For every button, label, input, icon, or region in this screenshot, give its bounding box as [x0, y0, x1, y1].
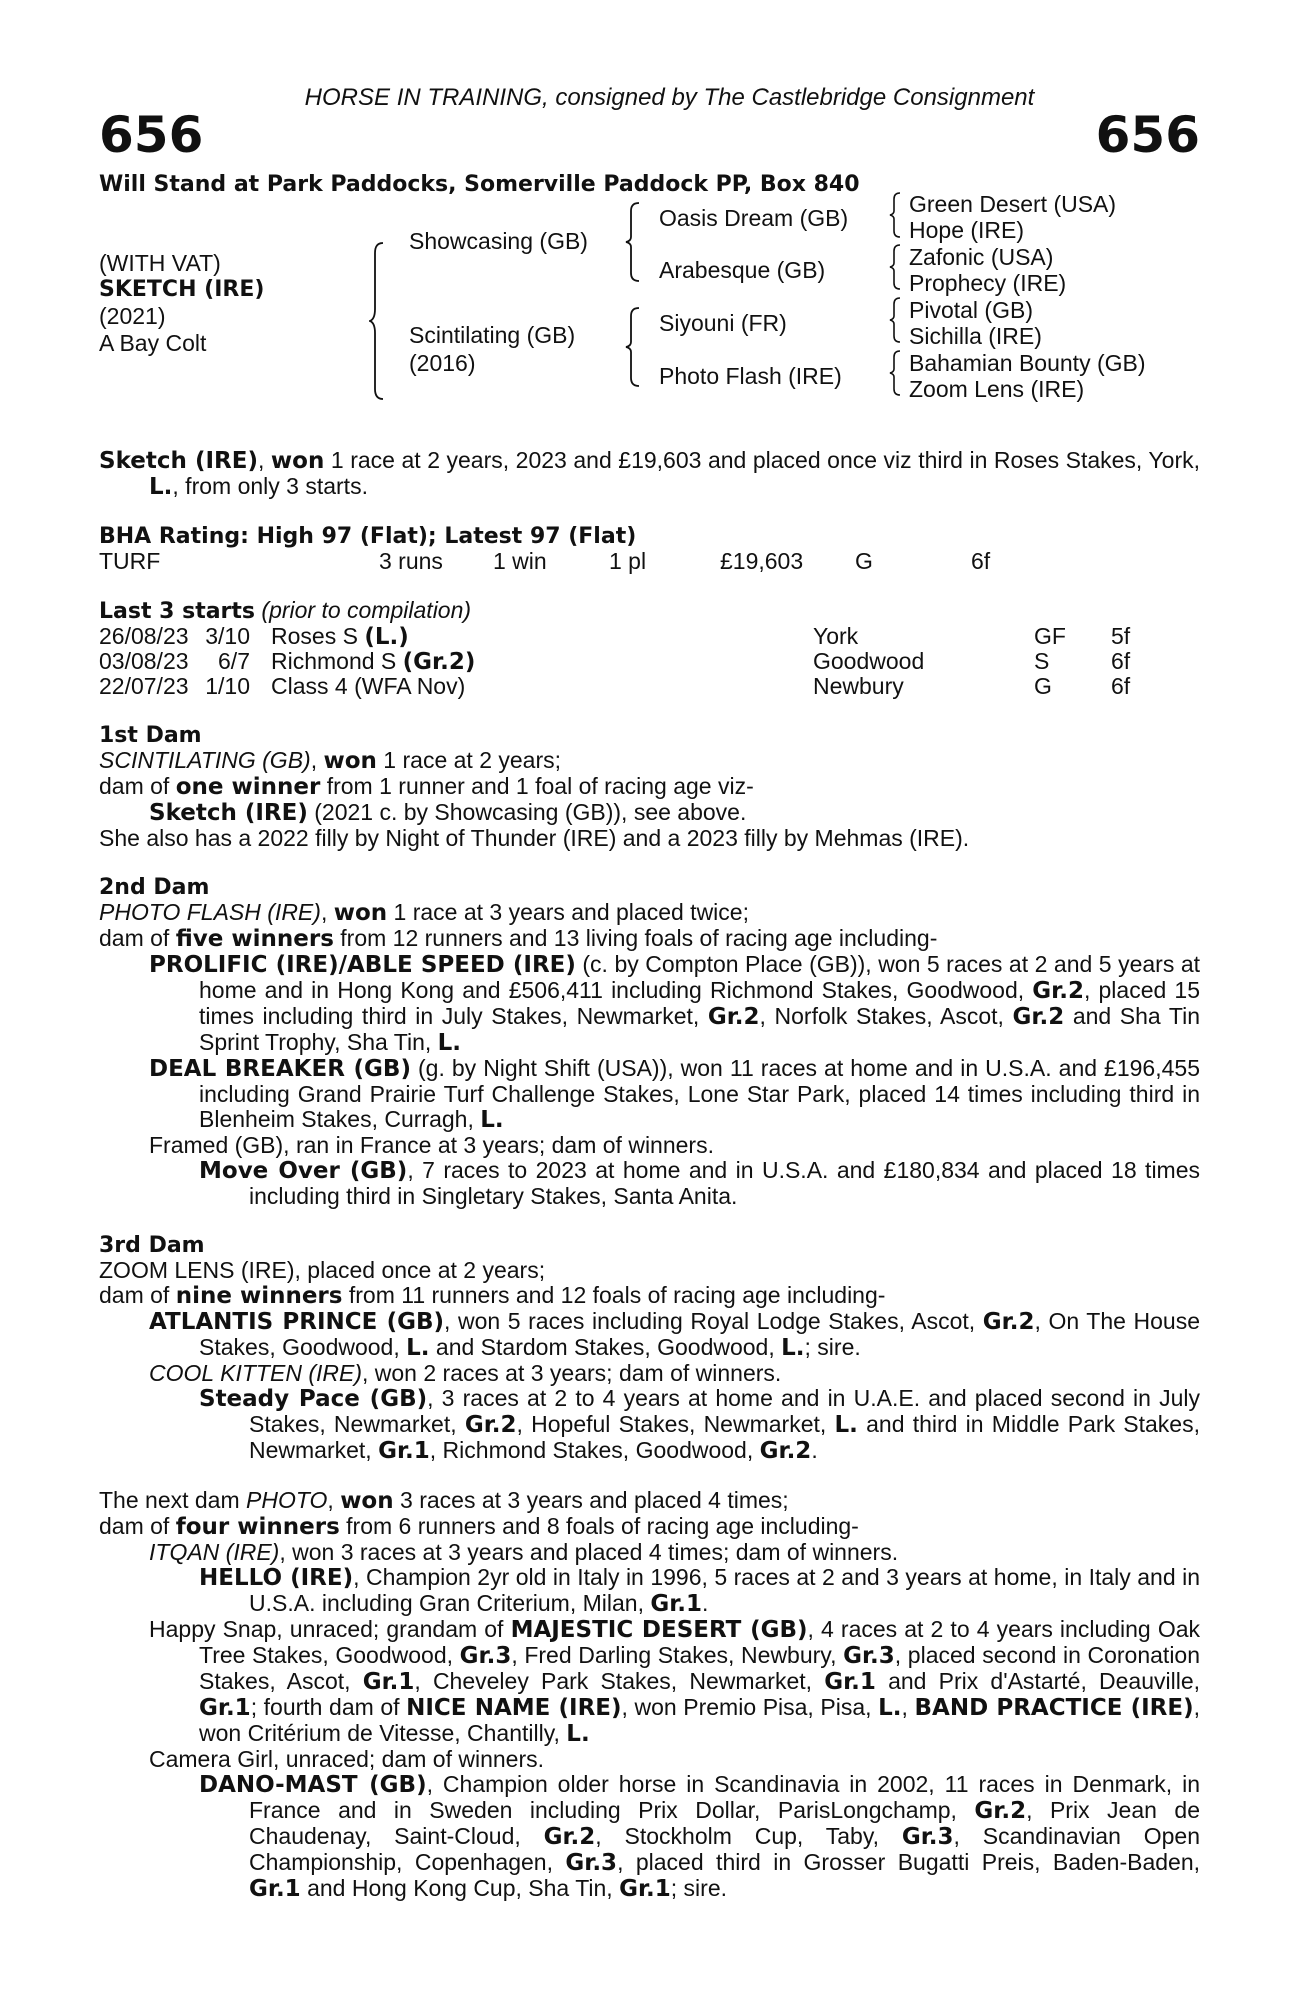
brace-ss — [889, 191, 903, 239]
brace-sd — [889, 243, 903, 291]
start-race: Class 4 (WFA Nov) — [271, 673, 466, 699]
gg-sss: Green Desert (USA) — [909, 191, 1117, 217]
summary-horse-name: Sketch (IRE) — [99, 448, 258, 474]
sire-sire: Oasis Dream (GB) — [659, 205, 849, 231]
start-course: Newbury — [813, 673, 904, 699]
horse-name: SKETCH (IRE) — [99, 277, 265, 302]
gg-ssd: Hope (IRE) — [909, 217, 1025, 243]
start-grade: (L.) — [364, 624, 409, 650]
last-starts-table — [99, 624, 1200, 699]
start-course: Goodwood — [813, 648, 925, 674]
brace-dd — [889, 349, 903, 397]
start-dist: 6f — [1111, 648, 1131, 674]
dam: Scintilating (GB) — [409, 322, 576, 348]
start-course: York — [813, 623, 859, 649]
third-dam-section: 3rd Dam ZOOM LENS (IRE), placed once at 2 years; dam of nine winners from 11 runners and 12 foals of racing age including- ATLANTIS PRINCE (GB), won 5 races including Royal Lodge Stakes, Ascot, Gr.2, On The House Stakes, Goodwood, L. and Stardom Stakes, Goodwood, L.; sire. COOL KITTEN (IRE), won 2 races at 3 years; dam of winners. Steady Pace (GB), 3 races at 2 to 4 years at home and in U.A.E. and placed second in July Stakes, Newmarket, Gr.2, Hopeful Stakes, Newmarket, L. and third in Middle Park Stakes, Newmarket, Gr.1, Richmond Stakes, Goodwood, Gr.2. — [99, 1233, 1201, 1464]
first-dam-section: 1st Dam SCINTILATING (GB), won 1 race at 2 years; dam of one winner from 1 runner and 1 foal of racing age viz- Sketch (IRE) (2021 c. by Showcasing (GB)), see above. She also has a 2022 filly by Night of Thunder (IRE) and a 2023 filly by Mehmas (IRE). — [99, 723, 970, 851]
turf-record: TURF 3 runs 1 win 1 pl £19,603 G 6f — [99, 548, 991, 574]
horse-year: (2021) — [99, 303, 166, 329]
start-grade: (Gr.2) — [402, 649, 476, 675]
pedigree-brace-main — [369, 241, 389, 401]
start-pos: 6/7 — [218, 648, 250, 674]
sire-dam: Arabesque (GB) — [659, 257, 826, 283]
lot-number-row — [99, 106, 1200, 170]
brace-dam — [625, 306, 643, 388]
gg-dsd: Sichilla (IRE) — [909, 323, 1042, 349]
brace-sire — [625, 201, 643, 283]
summary-won: won — [270, 448, 325, 474]
start-going: G — [1034, 673, 1052, 699]
rating-section — [99, 524, 1200, 574]
start-row — [99, 649, 1200, 674]
last-starts-section: Last 3 starts (prior to compilation) 26/08/23 3/10 Roses S (L.) York GF 5f 03/08/23 6/7 Richmond S (Gr.2) Goodwood S 6f 22/07/23 1/10 Class 4 (WFA Nov) Newbury G 6f — [99, 598, 1200, 699]
start-race: Richmond S (Gr.2) — [271, 648, 476, 675]
start-going: S — [1034, 648, 1050, 674]
dam-year: (2016) — [409, 350, 476, 376]
summary-text: 1 race at 2 years, 2023 and £19,603 and placed once viz third in Roses Stakes, York, — [324, 447, 1201, 473]
gg-dds: Bahamian Bounty (GB) — [909, 350, 1146, 376]
dam-sire: Siyouni (FR) — [659, 310, 787, 336]
pedigree-chart — [99, 191, 1200, 416]
brace-ds — [889, 296, 903, 344]
start-pos: 1/10 — [205, 673, 250, 699]
gg-ddd: Zoom Lens (IRE) — [909, 376, 1085, 402]
lot-number-right: 656 — [1095, 106, 1200, 164]
second-dam-section: 2nd Dam PHOTO FLASH (IRE), won 1 race at 3 years and placed twice; dam of five winners from 12 runners and 13 living foals of racing age including- PROLIFIC (IRE)/ABLE SPEED (IRE) (c. by Compton Place (GB)), won 5 races at 2 and 5 years at home and in Hong Kong and £506,411 including Richmond Stakes, Goodwood, Gr.2, placed 15 times including third in July Stakes, Newmarket, Gr.2, Norfolk Stakes, Ascot, Gr.2 and Sha Tin Sprint Trophy, Sha Tin, L. DEAL BREAKER (GB) (g. by Night Shift (USA)), won 11 races at home and in U.S.A. and £196,455 including Grand Prairie Turf Challenge Stakes, Lone Star Park, placed 14 times including third in Blenheim Stakes, Curragh, L. Framed (GB), ran in France at 3 years; dam of winners. Move Over (GB), 7 races to 2023 at home and in U.S.A. and £180,834 and placed 18 times including third in Singletary Stakes, Santa Anita. — [99, 875, 1201, 1209]
start-row — [99, 624, 1200, 649]
start-pos: 3/10 — [205, 623, 250, 649]
start-date: 22/07/23 — [99, 673, 189, 699]
consignment-header: HORSE IN TRAINING, consigned by The Castlebridge Consignment — [304, 84, 1035, 111]
rating-title: BHA Rating: High 97 (Flat); Latest 97 (Flat) — [99, 524, 637, 549]
race-summary: Sketch (IRE), won 1 race at 2 years, 2023 and £19,603 and placed once viz third in Roses Stakes, York, L., from only 3 starts. — [99, 447, 1201, 500]
last-starts-title: Last 3 starts — [99, 599, 256, 624]
sire: Showcasing (GB) — [409, 228, 588, 254]
start-going: GF — [1034, 623, 1066, 649]
horse-description: A Bay Colt — [99, 330, 207, 356]
dam-dam: Photo Flash (IRE) — [659, 363, 842, 389]
start-date: 26/08/23 — [99, 623, 189, 649]
start-dist: 5f — [1111, 623, 1131, 649]
start-race: Roses S (L.) — [271, 623, 409, 650]
gg-sds: Zafonic (USA) — [909, 244, 1054, 270]
next-dam-section: The next dam PHOTO, won 3 races at 3 years and placed 4 times; dam of four winners from 6 runners and 8 foals of racing age including- ITQAN (IRE), won 3 races at 3 years and placed 4 times; dam of winners. HELLO (IRE), Champion 2yr old in Italy in 1996, 5 races at 2 and 3 years at home, in Italy and in U.S.A. including Gran Criterium, Milan, Gr.1. Happy Snap, unraced; grandam of MAJESTIC DESERT (GB), 4 races at 2 to 4 years including Oak Tree Stakes, Goodwood, Gr.3, Fred Darling Stakes, Newbury, Gr.3, placed second in Coronation Stakes, Ascot, Gr.1, Cheveley Park Stakes, Newmarket, Gr.1 and Prix d'Astarté, Deauville, Gr.1; fourth dam of NICE NAME (IRE), won Premio Pisa, Pisa, L., BAND PRACTICE (IRE), won Critérium de Vitesse, Chantilly, L. Camera Girl, unraced; dam of winners. DANO-MAST (GB), Champion older horse in Scandinavia in 2002, 11 races in Denmark, in France and in Sweden including Prix Dollar, ParisLongchamp, Gr.2, Prix Jean de Chaudenay, Saint-Cloud, Gr.2, Stockholm Cup, Taby, Gr.3, Scandinavian Open Championship, Copenhagen, Gr.3, placed third in Grosser Bugatti Preis, Baden-Baden, Gr.1 and Hong Kong Cup, Sha Tin, Gr.1; sire. — [99, 1487, 1201, 1902]
summary-listed: L. — [149, 474, 173, 500]
vat-note: (WITH VAT) — [99, 250, 221, 276]
gg-sdd: Prophecy (IRE) — [909, 270, 1067, 296]
start-row — [99, 674, 1200, 699]
start-date: 03/08/23 — [99, 648, 189, 674]
lot-number-left: 656 — [99, 106, 204, 164]
catalogue-page — [99, 85, 1200, 1902]
start-dist: 6f — [1111, 673, 1131, 699]
stand-location: Will Stand at Park Paddocks, Somerville Paddock PP, Box 840 — [99, 172, 860, 197]
gg-dss: Pivotal (GB) — [909, 297, 1033, 323]
